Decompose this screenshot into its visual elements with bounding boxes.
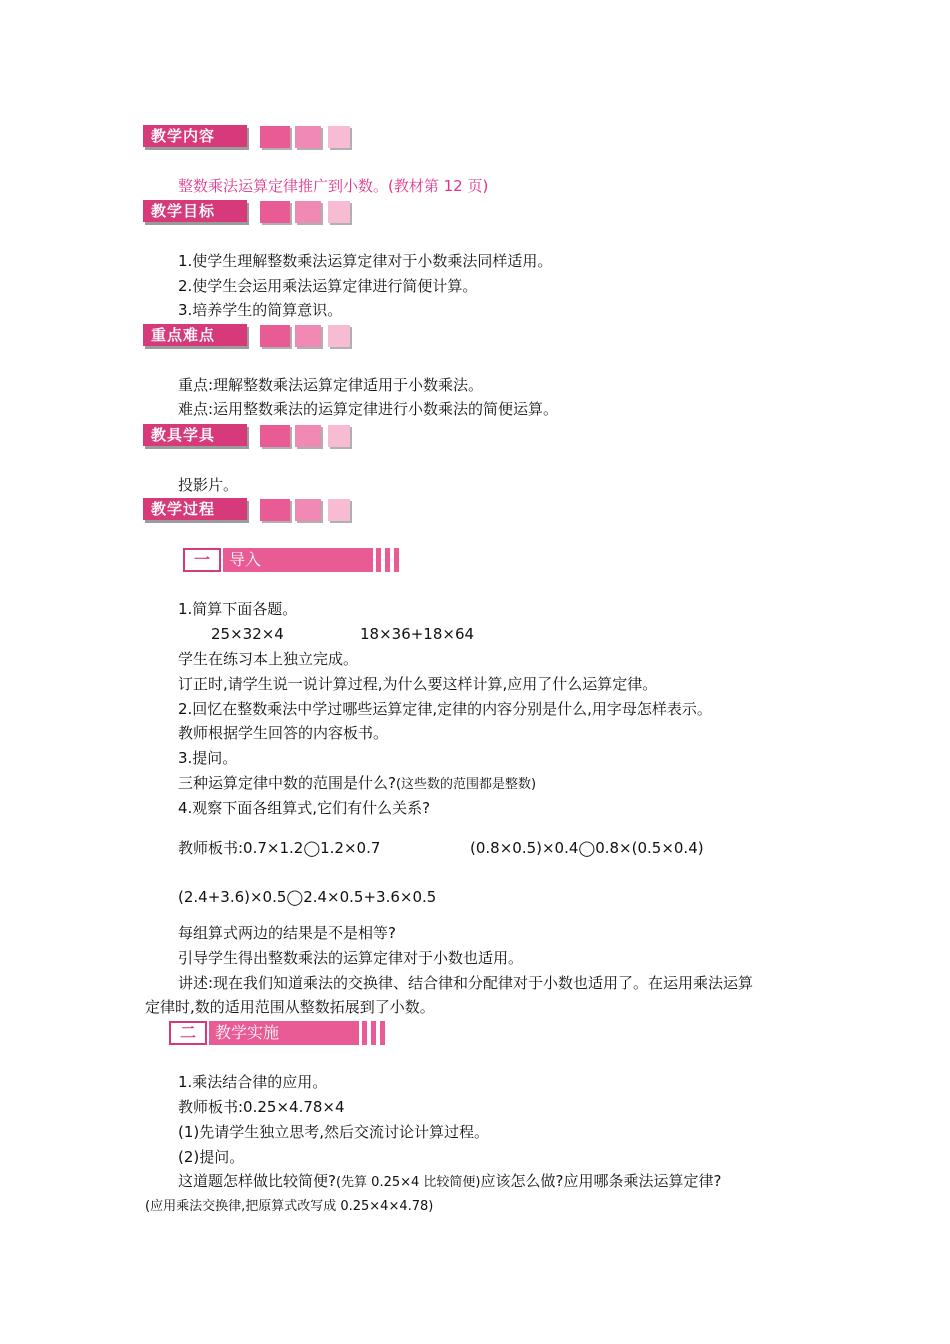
decor-stripe (380, 1021, 385, 1045)
question-3: 3.提问。 (178, 749, 238, 767)
expression-2: 18×36+18×64 (360, 625, 475, 643)
board-expression: 教师板书:0.7×1.2◯1.2×0.7 (178, 839, 381, 857)
decor-square (328, 126, 350, 148)
content-text: 整数乘法运算定律推广到小数。(教材第 12 页) (178, 177, 489, 195)
decor-square (295, 126, 321, 148)
section-title: 导入 (223, 548, 373, 572)
text-segment: 这道题怎样做比较简便? (178, 1172, 336, 1190)
board-expression: (2.4+3.6)×0.5◯2.4×0.5+3.6×0.5 (178, 888, 437, 906)
text-line: 引导学生得出整数乘法的运算定律对于小数也适用。 (178, 949, 524, 967)
text-segment: 三种运算定律中数的范围是什么? (178, 774, 396, 792)
text-line: 每组算式两边的结果是不是相等? (178, 924, 396, 942)
key-point-item: 难点:运用整数乘法的运算定律进行小数乘法的简便运算。 (178, 400, 559, 418)
heading-label: 重点难点 (143, 324, 247, 346)
answer-note: (先算 0.25×4 比较简便) (335, 1175, 481, 1190)
expression-1: 25×32×4 (211, 625, 284, 643)
text-line: 讲述:现在我们知道乘法的交换律、结合律和分配律对于小数也适用了。在运用乘法运算 (178, 974, 754, 992)
board-expression: 教师板书:0.25×4.78×4 (178, 1098, 345, 1116)
key-point-item: 重点:理解整数乘法运算定律适用于小数乘法。 (178, 376, 484, 394)
decor-stripe (394, 548, 399, 572)
text-line: (2)提问。 (178, 1148, 245, 1166)
text-line (178, 772, 536, 796)
section-number: 二 (169, 1021, 207, 1045)
question-1: 1.乘法结合律的应用。 (178, 1073, 328, 1091)
answer-note: (应用乘法交换律,把原算式改写成 0.25×4×4.78) (145, 1199, 434, 1214)
decor-stripe (362, 1021, 367, 1045)
answer-note: (这些数的范围都是整数) (395, 777, 537, 792)
decor-square (260, 425, 290, 447)
section-number: 一 (183, 548, 221, 572)
section-title: 教学实施 (209, 1021, 359, 1045)
decor-stripe (376, 548, 381, 572)
text-segment: 应该怎么做?应用哪条乘法运算定律? (480, 1172, 722, 1190)
decor-square (260, 499, 290, 521)
text-line: 学生在练习本上独立完成。 (178, 650, 359, 668)
text-line: 订正时,请学生说一说计算过程,为什么要这样计算,应用了什么运算定律。 (178, 675, 658, 693)
question-4: 4.观察下面各组算式,它们有什么关系? (178, 799, 431, 817)
decor-square (295, 425, 321, 447)
decor-square (260, 126, 290, 148)
text-line: (1)先请学生独立思考,然后交流讨论计算过程。 (178, 1123, 490, 1141)
decor-stripe (385, 548, 390, 572)
text-line: 定律时,数的适用范围从整数拓展到了小数。 (145, 998, 435, 1016)
decor-square (295, 499, 321, 521)
heading-label: 教学过程 (143, 498, 247, 520)
goal-item: 1.使学生理解整数乘法运算定律对于小数乘法同样适用。 (178, 252, 553, 270)
tools-text: 投影片。 (178, 476, 239, 494)
question-2: 2.回忆在整数乘法中学过哪些运算定律,定律的内容分别是什么,用字母怎样表示。 (178, 700, 712, 718)
goal-item: 3.培养学生的简算意识。 (178, 301, 343, 319)
text-line (178, 1170, 721, 1194)
decor-square (260, 201, 290, 223)
decor-square (328, 425, 350, 447)
board-expression: (0.8×0.5)×0.4◯0.8×(0.5×0.4) (470, 839, 704, 857)
goal-item: 2.使学生会运用乘法运算定律进行简便计算。 (178, 277, 478, 295)
text-line: 教师根据学生回答的内容板书。 (178, 724, 389, 742)
heading-label: 教学内容 (143, 125, 247, 147)
decor-square (295, 201, 321, 223)
decor-square (328, 325, 350, 347)
question-1: 1.简算下面各题。 (178, 600, 298, 618)
decor-square (328, 499, 350, 521)
decor-square (328, 201, 350, 223)
decor-square (295, 325, 321, 347)
decor-stripe (371, 1021, 376, 1045)
heading-label: 教学目标 (143, 200, 247, 222)
decor-square (260, 325, 290, 347)
heading-label: 教具学具 (143, 424, 247, 446)
